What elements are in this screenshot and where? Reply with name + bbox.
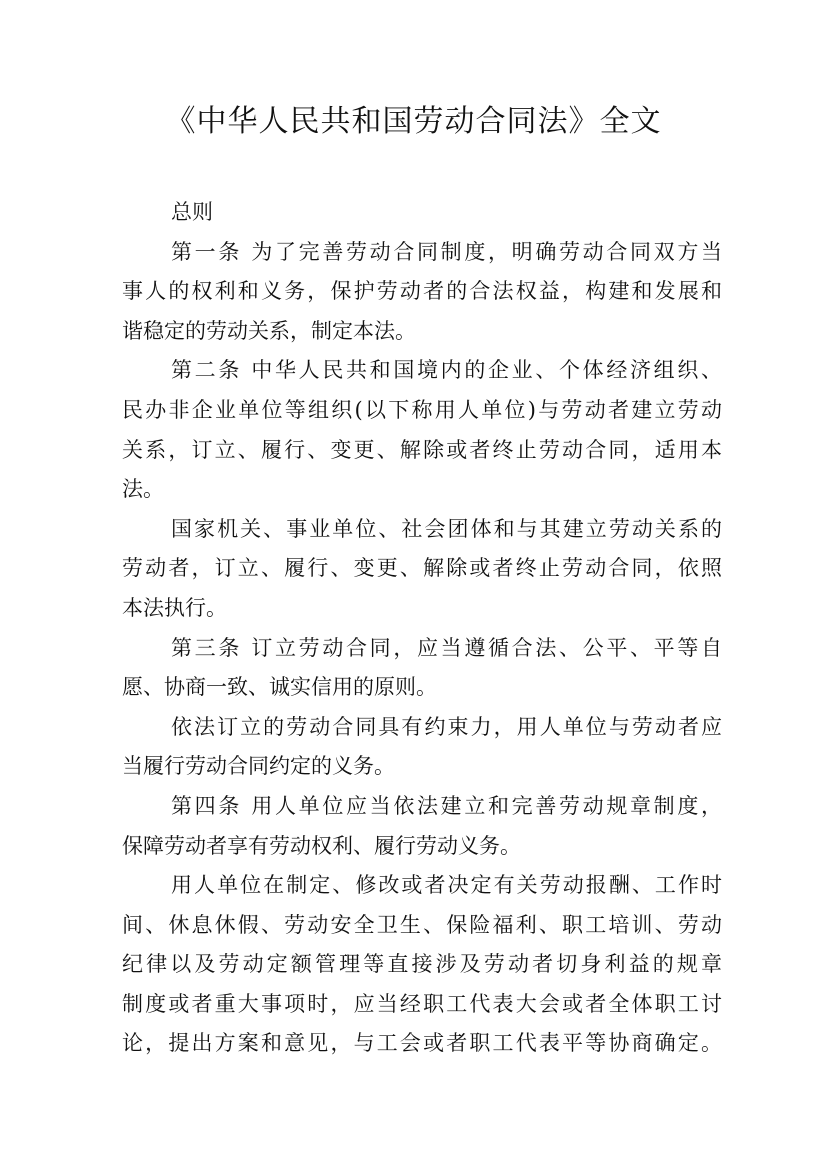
text-line: 劳动者，订立、履行、变更、解除或者终止劳动合同，依照: [122, 556, 722, 581]
text-line: 法。: [122, 477, 164, 502]
text-line: 第三条 订立劳动合同，应当遵循合法、公平、平等自: [171, 635, 722, 660]
text-line: 用人单位在制定、修改或者决定有关劳动报酬、工作时: [171, 873, 722, 898]
text-line: 间、休息休假、劳动安全卫生、保险福利、职工培训、劳动: [122, 912, 722, 937]
text-line: 当履行劳动合同约定的义务。: [122, 754, 395, 779]
text-line: 民办非企业单位等组织(以下称用人单位)与劳动者建立劳动: [122, 397, 722, 422]
document-title: 《中华人民共和国劳动合同法》全文: [165, 104, 662, 139]
text-line: 本法执行。: [122, 595, 227, 620]
text-line: 第一条 为了完善劳动合同制度，明确劳动合同双方当: [171, 239, 722, 264]
text-line: 事人的权利和义务，保护劳动者的合法权益，构建和发展和: [122, 279, 722, 304]
text-line: 关系，订立、履行、变更、解除或者终止劳动合同，适用本: [122, 437, 722, 462]
text-line: 愿、协商一致、诚实信用的原则。: [122, 675, 437, 700]
text-line: 第四条 用人单位应当依法建立和完善劳动规章制度，: [171, 793, 722, 818]
document-body: [122, 193, 722, 1064]
text-line: 谐稳定的劳动关系，制定本法。: [122, 318, 416, 343]
text-line: 保障劳动者享有劳动权利、履行劳动义务。: [122, 833, 521, 858]
text-line: 论，提出方案和意见，与工会或者职工代表平等协商确定。: [122, 1031, 722, 1056]
text-line: 制度或者重大事项时，应当经职工代表大会或者全体职工讨: [122, 991, 722, 1016]
text-line: 依法订立的劳动合同具有约束力，用人单位与劳动者应: [171, 714, 722, 739]
text-line: 第二条 中华人民共和国境内的企业、个体经济组织、: [171, 358, 722, 383]
text-line: 国家机关、事业单位、社会团体和与其建立劳动关系的: [171, 516, 722, 541]
text-line: 总则: [171, 200, 213, 224]
text-line: 纪律以及劳动定额管理等直接涉及劳动者切身利益的规章: [122, 952, 722, 977]
